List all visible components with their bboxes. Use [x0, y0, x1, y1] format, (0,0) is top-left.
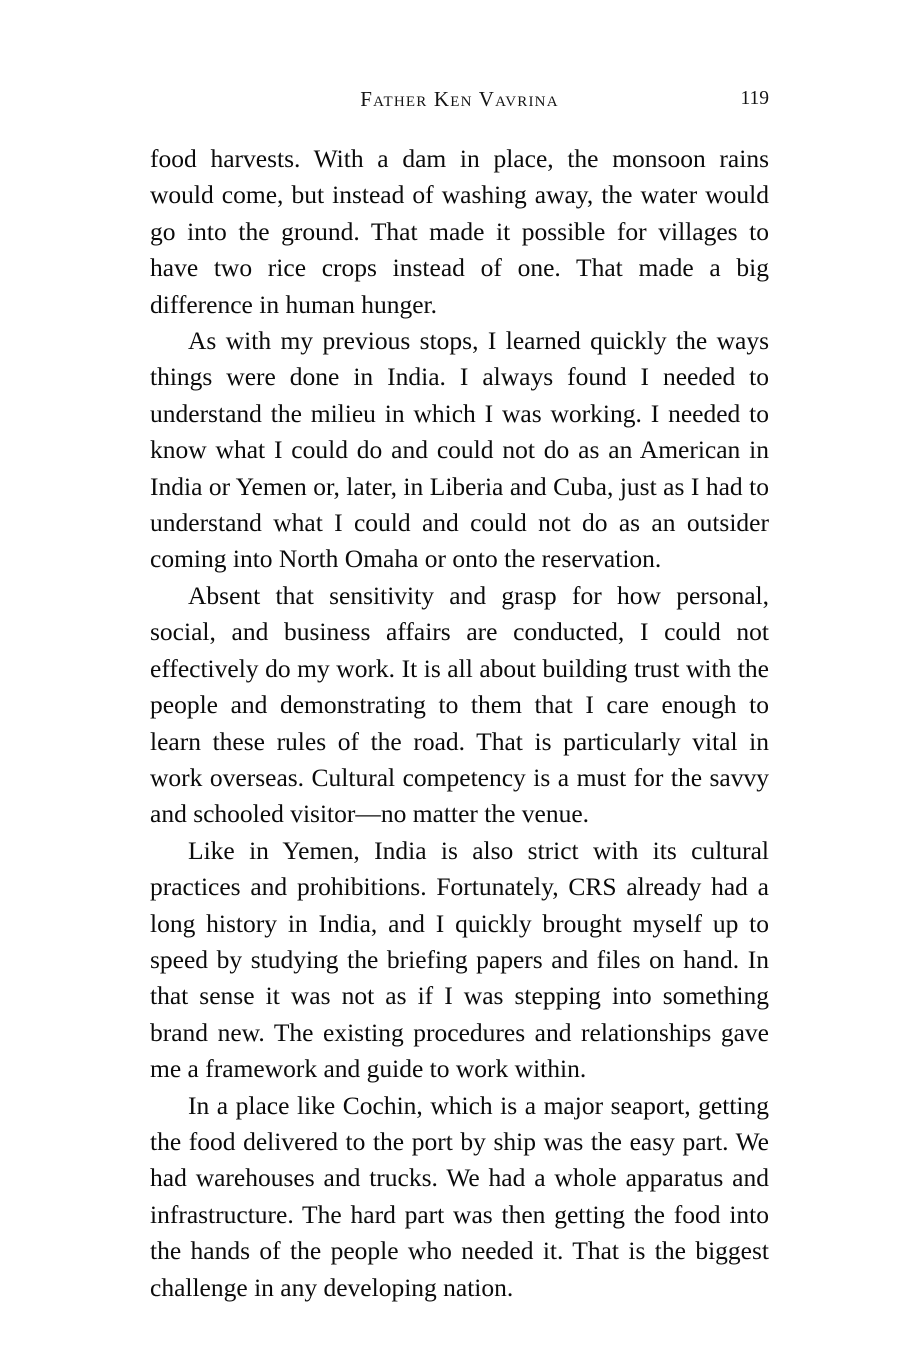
paragraph: As with my previous stops, I learned quickly the ways things were done in India. I always found I needed to understand the milieu in which I was working. I needed to know what I could do and could not do as an American in India or Yemen or, later, in Liberia and Cuba, just as I had to understand what I could and could not do as an outsider coming into North Omaha or onto the reservation.	[150, 326, 769, 574]
paragraph: food harvests. With a dam in place, the monsoon rains would come, but instead of washing away, the water would go into the ground. That made it possible for villages to have two rice crops instead of one. That made a big difference in human hunger.	[150, 144, 769, 319]
running-title: Father Ken Vavrina	[360, 87, 559, 111]
paragraph: Like in Yemen, India is also strict with its cultural practices and prohibitions. Fortunately, CRS already had a long history in India, and I quickly brought myself up to speed by studying the briefing papers and files on hand. In that sense it was not as if I was stepping into something brand new. The existing procedures and relationships gave me a framework and guide to work within.	[150, 835, 769, 1084]
page-number: 119	[740, 88, 769, 109]
body-text	[150, 141, 769, 1306]
paragraph: In a place like Cochin, which is a major seaport, getting the food delivered to the port by ship was the easy part. We had warehouses and trucks. We had a whole apparatus and infrastructure. The hard part was then getting the food into the hands of the people who needed it. That is the biggest challenge in any developing nation.	[150, 1090, 769, 1302]
paragraph: Absent that sensitivity and grasp for how personal, social, and business affairs are conducted, I could not effectively do my work. It is all about building trust with the people and demonstrating to them that I care enough to learn these rules of the road. That is particularly vital in work overseas. Cultural competency is a must for the savvy and schooled visitor—no matter the venue.	[150, 580, 769, 829]
running-head	[150, 86, 769, 112]
